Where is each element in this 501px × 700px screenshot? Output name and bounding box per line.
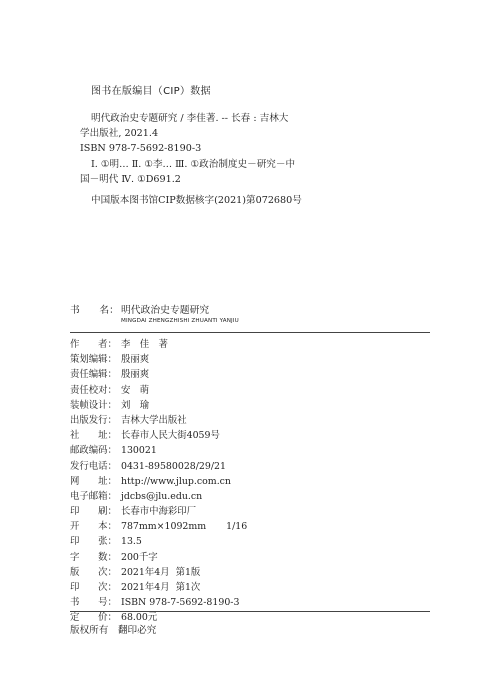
cip-entry-line: 明代政治史专题研究 / 李佳著. -- 长春 : 吉林大 bbox=[91, 113, 289, 124]
book-title-label: 书 名： bbox=[70, 305, 119, 316]
info-row-responsible-editor bbox=[70, 367, 247, 382]
info-label: 版 次： bbox=[70, 566, 117, 578]
info-value: 13.5 bbox=[121, 536, 142, 548]
info-label: 策划编辑： bbox=[70, 354, 117, 366]
info-row-printer bbox=[70, 504, 247, 519]
info-label: 责任编辑： bbox=[70, 369, 117, 381]
cip-entry bbox=[80, 111, 420, 156]
cip-record bbox=[80, 193, 420, 208]
info-value: 68.00元 bbox=[121, 612, 158, 624]
info-value: 吉林大学出版社 bbox=[121, 414, 187, 426]
info-value: jdcbs@jlu.edu.cn bbox=[121, 490, 203, 502]
info-label: 作 者： bbox=[70, 339, 117, 350]
info-value: 李 佳 著 bbox=[121, 339, 168, 350]
info-row-author bbox=[70, 337, 247, 352]
info-row-website bbox=[70, 474, 247, 489]
info-label: 印 张： bbox=[70, 536, 117, 548]
book-title: 明代政治史专题研究 bbox=[121, 305, 210, 316]
info-row-postcode bbox=[70, 443, 247, 458]
info-value: 长春市中海彩印厂 bbox=[121, 506, 197, 518]
info-value: 殷丽爽 bbox=[121, 354, 150, 366]
book-title-row bbox=[70, 302, 209, 316]
divider-bottom bbox=[70, 611, 430, 612]
info-value: 130021 bbox=[121, 445, 157, 457]
info-label: 书 号： bbox=[70, 597, 117, 609]
info-extra: 第1版 bbox=[175, 566, 201, 578]
cip-subjects bbox=[80, 157, 420, 187]
info-row-edition bbox=[70, 565, 247, 580]
info-label: 定 价： bbox=[70, 612, 117, 624]
publication-info bbox=[70, 337, 247, 626]
info-row-sheets bbox=[70, 534, 247, 549]
info-value: 0431-89580028/29/21 bbox=[121, 460, 226, 472]
info-label: 邮政编码： bbox=[70, 445, 117, 457]
info-row-address bbox=[70, 428, 247, 443]
info-label: 网 址： bbox=[70, 475, 117, 487]
cip-entry-line: 学出版社, 2021.4 bbox=[80, 128, 159, 139]
info-label: 字 数： bbox=[70, 551, 117, 563]
info-value: 刘 瑜 bbox=[121, 399, 150, 411]
info-label: 印 次： bbox=[70, 582, 117, 593]
info-row-printing bbox=[70, 580, 247, 595]
info-row-word-count bbox=[70, 550, 247, 565]
info-extra: 1/16 bbox=[226, 521, 248, 533]
info-value: 安 萌 bbox=[121, 384, 150, 396]
info-row-proofreader bbox=[70, 383, 247, 398]
info-extra: 第1次 bbox=[175, 582, 201, 593]
info-row-planning-editor bbox=[70, 352, 247, 367]
cip-subject-line: Ⅰ. ①明… Ⅱ. ①李… Ⅲ. ①政治制度史－研究－中 bbox=[91, 159, 296, 170]
cip-isbn: ISBN 978-7-5692-8190-3 bbox=[80, 143, 202, 154]
info-value: http://www.jlup.com.cn bbox=[121, 475, 231, 487]
info-label: 开 本： bbox=[70, 521, 117, 533]
info-label: 印 刷： bbox=[70, 506, 117, 518]
info-row-publisher bbox=[70, 413, 247, 428]
info-value: ISBN 978-7-5692-8190-3 bbox=[121, 597, 240, 609]
info-row-phone bbox=[70, 459, 247, 474]
info-row-designer bbox=[70, 398, 247, 413]
info-value: 2021年4月 bbox=[121, 566, 170, 578]
info-label: 出版发行： bbox=[70, 414, 117, 426]
info-value: 长春市人民大街4059号 bbox=[121, 430, 220, 442]
info-row-email bbox=[70, 489, 247, 504]
info-row-isbn bbox=[70, 595, 247, 610]
info-row-format bbox=[70, 519, 247, 534]
info-label: 发行电话： bbox=[70, 460, 117, 472]
info-label: 社 址： bbox=[70, 430, 117, 442]
cip-header: 图书在版编目（CIP）数据 bbox=[91, 86, 211, 97]
info-label: 装帧设计： bbox=[70, 399, 117, 411]
info-value: 200千字 bbox=[121, 551, 158, 563]
book-title-pinyin: MINGDAI ZHENGZHISHI ZHUANTI YANJIU bbox=[121, 318, 239, 324]
cip-subject-line: 国－明代 Ⅳ. ①D691.2 bbox=[80, 174, 181, 185]
info-label: 电子邮箱： bbox=[70, 490, 117, 502]
info-label: 责任校对： bbox=[70, 384, 117, 396]
info-value: 殷丽爽 bbox=[121, 369, 150, 381]
info-value: 2021年4月 bbox=[121, 582, 170, 593]
copyright-notice: 版权所有 翻印必究 bbox=[70, 625, 157, 636]
cip-record-number: 中国版本图书馆CIP数据核字(2021)第072680号 bbox=[91, 195, 302, 206]
divider-top bbox=[70, 332, 430, 333]
info-value: 787mm×1092mm bbox=[121, 521, 207, 533]
